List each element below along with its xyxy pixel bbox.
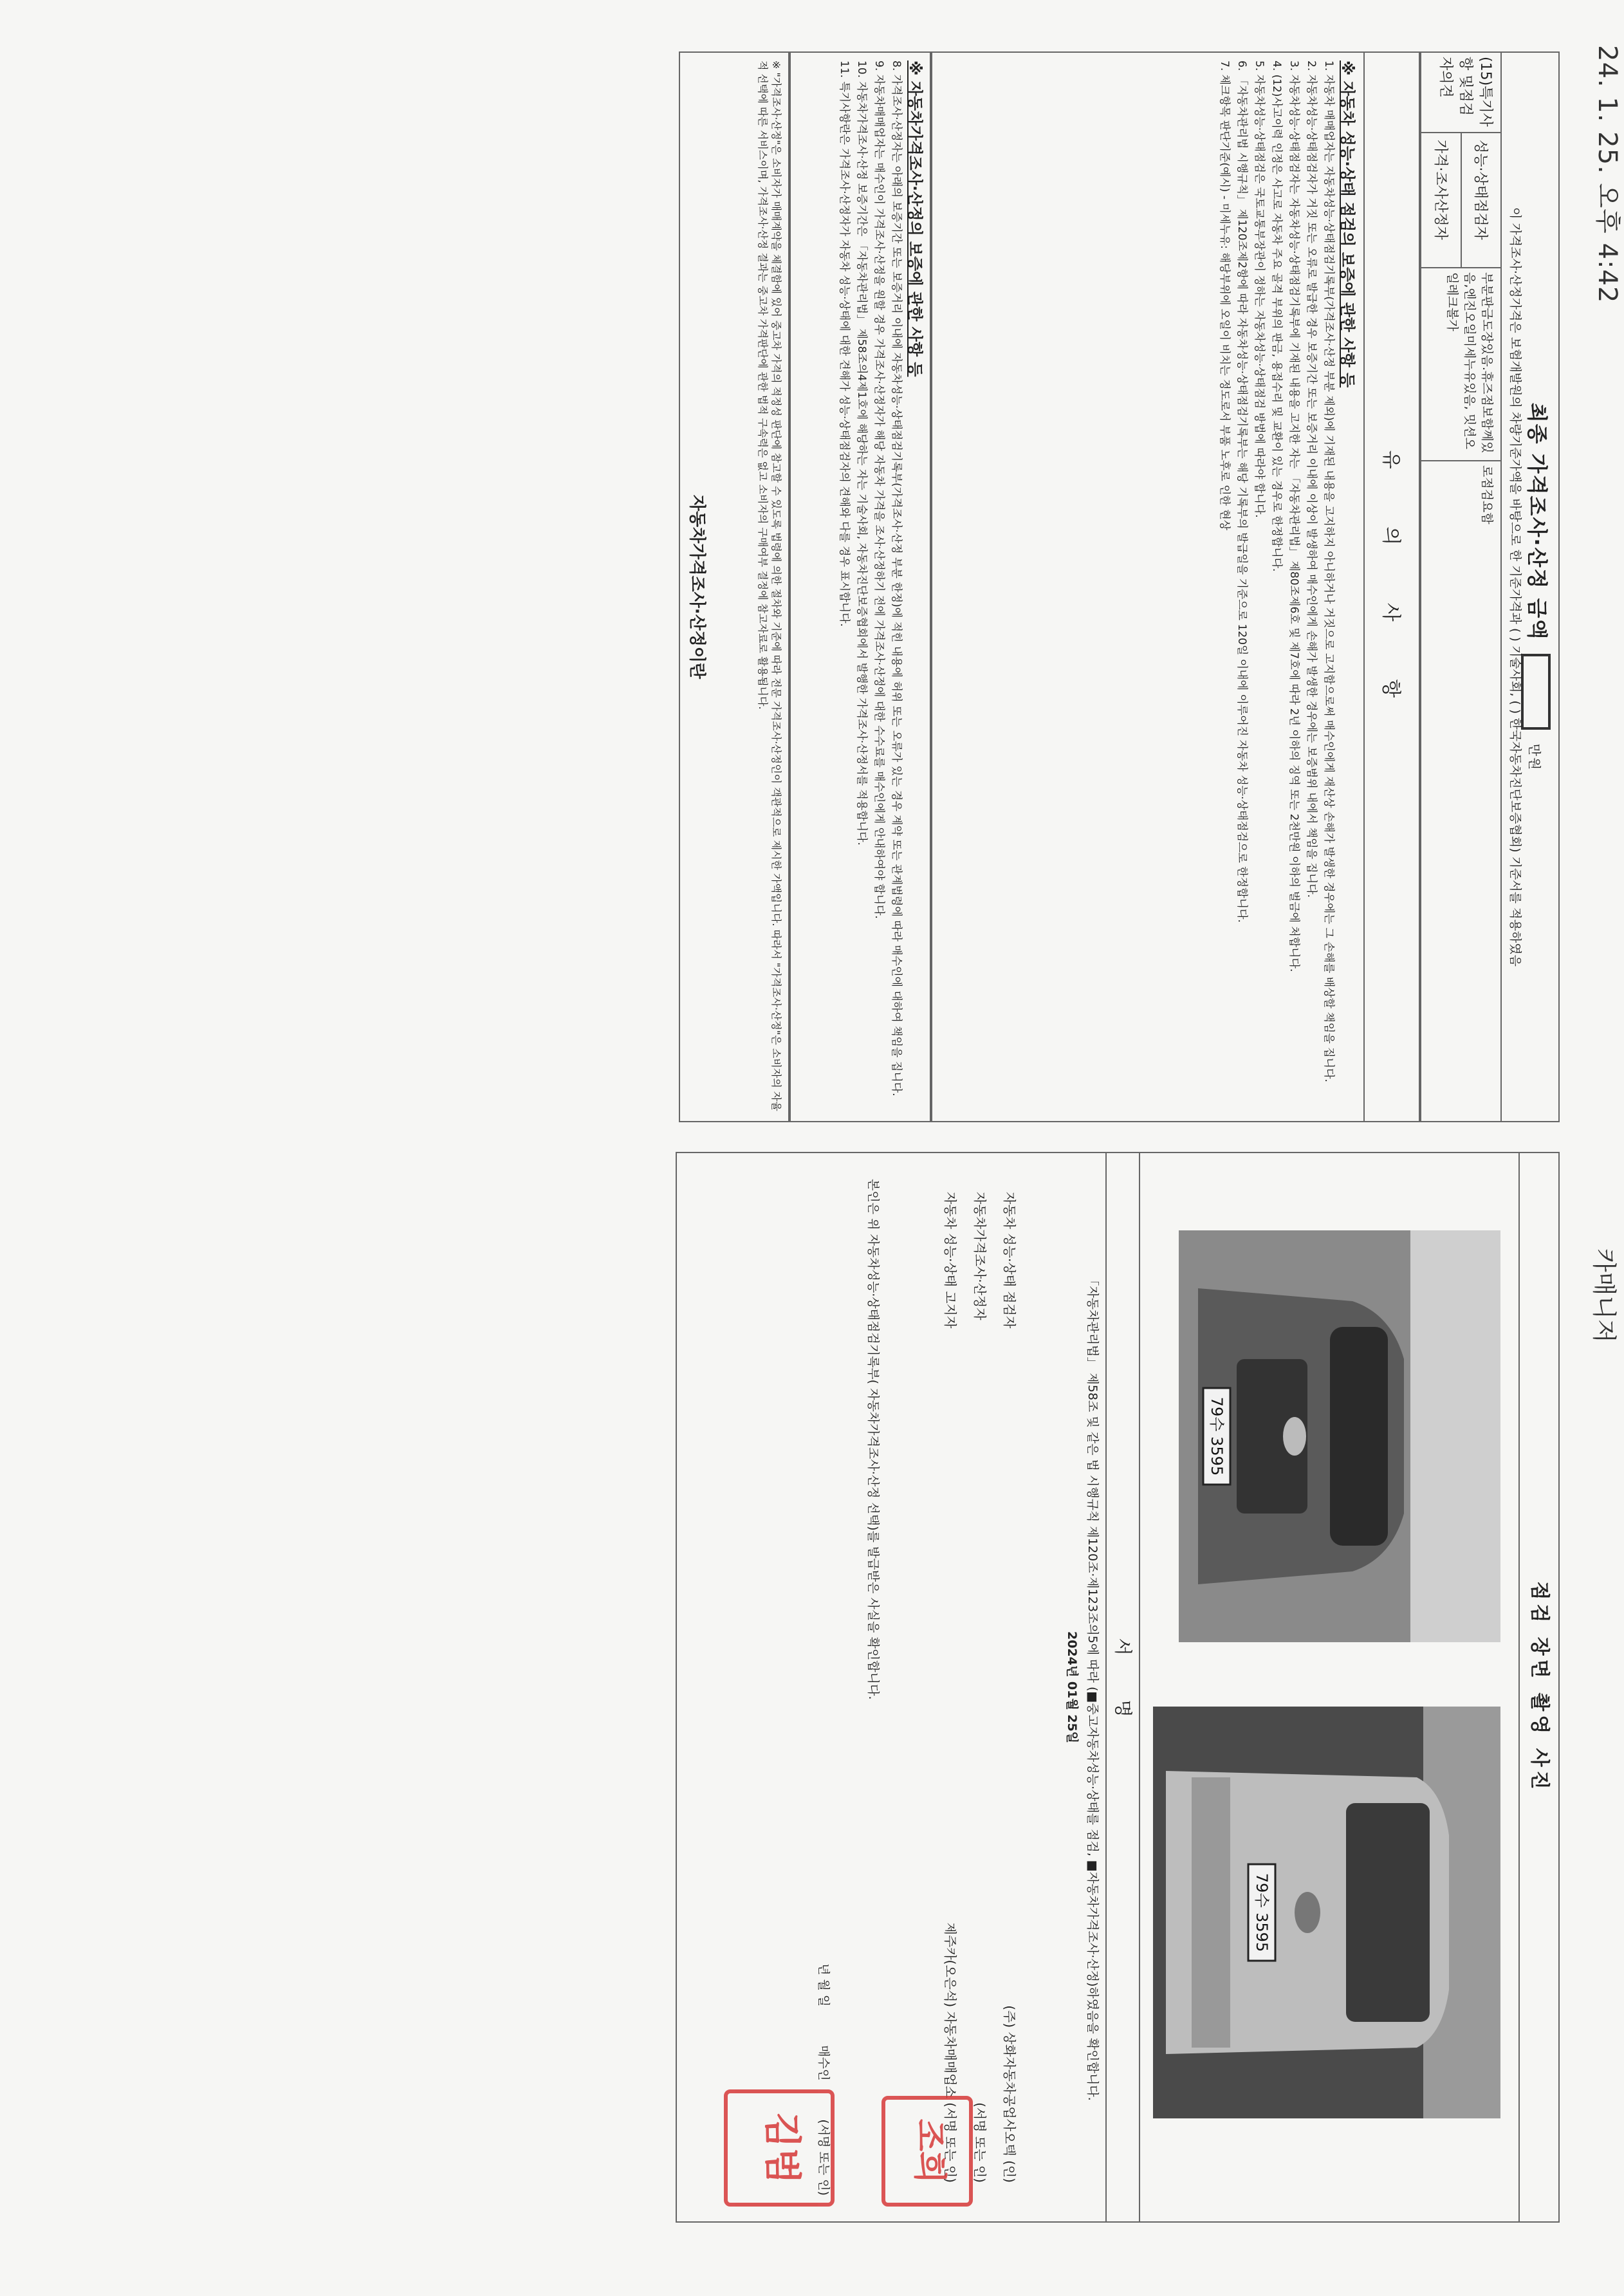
note-item: 8. 가격조사·산정자는 아래의 보증기간 또는 보증거리 이내에 자동차성능·상태점검기록부(가격조사·산정 부분 한정)에 적힌 내용에 허위 또는 오류가 있는 경우 계약 또는 관계법령에 따라 매수인에 대하여 책임을 집니다.: [890, 60, 903, 1097]
note-item: 1. 자동차 매매업자는 자동차성능·상태점검기록부(가격조사·산정 부분 제외)에 기재된 내용을 고지하지 아니하거나 거짓으로 고지함으로써 매수인에게 재산상 손해가 발생한 경우에는 그 손해를 배상할 책임을 집니다.: [1322, 60, 1335, 1082]
note-item: 4. (12)사고이력 인정은 사고로 자동차 주요 골격 부위의 판금, 용접수리 및 교환이 있는 경우로 한정합니다.: [1270, 60, 1283, 572]
note-item: 6. 「자동차관리법 시행규칙」 제120조제2항에 따라 자동차성능·상태점검기록부는 해당 기록부의 발급일을 기준으로 120일 이내에 이루어진 자동차 성능·상태점검으로 한정합니다.: [1235, 60, 1248, 923]
appraisal-notes-section: [788, 51, 932, 1122]
front-car-image: [1179, 1230, 1500, 1642]
photo-title: 점검 장면 촬영 사진: [1518, 1153, 1558, 2221]
statement-date: 2024년 01월 25일: [1065, 1631, 1079, 1744]
note-item: 9. 자동차매매업자는 매수인이 가격조사·산정을 원할 경우 가격조사·산정자가 해당 자동차 가격을 조사·산정하기 전에 가격조사·산정에 대한 수수료를 매수인에게 안내하여야 합니다.: [872, 60, 885, 919]
note-item: 10. 자동차가격조사·산정 보증기간은 「자동차관리법」 제58조의4제1호에 해당하는 자는 기술사회, 자동차진단보증협회에서 발행한 가격조사·산정서를 적용합니다.: [855, 60, 868, 846]
rear-plate: 79수 3595: [1253, 1873, 1271, 1952]
notes-body: [931, 53, 1365, 1121]
price-subtitle: 이 가격조사·산정가격은 보험개발원의 차량기준가액을 바탕으로 한 기준가격과 ( ) 기술사회, ( ) 한국자동차진단보증협회) 기준서를 적용하였음: [1508, 207, 1522, 967]
signature-lines: [936, 1192, 1024, 2183]
note-item: 3. 자동차성능·상태점검자는 자동차성능·상태점검기록부에 기재된 내용을 고지한 자는 「자동차관리법」 제80조제6호 및 제7호에 따라 2년 이하의 징역 또는 2천만원 이하의 벌금에 처합니다.: [1287, 60, 1300, 972]
footnote-title: 자동차가격조사·산정이란: [687, 494, 706, 680]
note-item: 11. 특기사항란은 가격조사·산정자가 자동차 성능·상태에 대한 견해가 성능·상태점검자의 견해와 다를 경우 표시합니다.: [838, 60, 851, 627]
notifier-sign-value: 제주카(오은석) 자동차매매업소 (서명 또는 인): [943, 1922, 958, 2183]
statement-text: 「자동차관리법」 제58조 및 같은 법 시행규칙 제120조·제123조의5에 따라 (■중고자동차성능·상태를 점검, ■자동차가격조사·산정)하였음을 확인합니다.: [1085, 1273, 1100, 2101]
front-plate: 79수 3595: [1208, 1396, 1226, 1476]
print-timestamp: 24. 1. 25. 오후 4:42: [1592, 45, 1622, 304]
remarks-label: (15)특기사항 및점검자의견: [1420, 53, 1500, 133]
brand-label: 카매니저: [1590, 1248, 1618, 1343]
buyer-label: 매수인: [817, 2045, 831, 2081]
rear-car-image: [1153, 1707, 1500, 2118]
signature-statement: [1063, 1179, 1102, 2196]
notifier-sign-label: 자동차 성능·상태 고지자: [943, 1192, 958, 1329]
appraiser-opinion: 로점검요함: [1480, 465, 1494, 524]
inspector-sign-label: 자동차 성능·상태 점검자: [1002, 1192, 1017, 1329]
notes-section1-title: ※ 자동차 성능·상태 점검의 보증에 관한 사항 등: [1338, 60, 1356, 388]
price-table: [1419, 51, 1560, 1122]
appraisal-notes-body: [827, 53, 931, 1121]
appraiser-sign-value: (서명 또는 인): [972, 2102, 988, 2183]
inspector-opinion: 부분판금도장있음.휴즈점보함께있음,엔진오일미세누유있음, 밋션오일레크볼가: [1420, 268, 1500, 461]
notes-section: [930, 51, 1421, 1122]
amount-box: [1521, 654, 1551, 730]
price-unit: 만원: [1527, 743, 1542, 772]
buyer-confirmation: [816, 1179, 883, 2196]
photo-section: [676, 1152, 1560, 2223]
signature-row-inspector: [995, 1192, 1024, 2183]
note-item: 7. 체크항목 판단기준(예시) - 미세누유: 해당부위에 오일이 비치는 정도로서 부품 노후로 인한 현상: [1218, 60, 1231, 531]
confirm-date: 년 월 일: [817, 1963, 831, 2007]
appraiser-sign-label: 자동차가격조사·산정자: [972, 1192, 988, 1320]
buyer-sign: (서명 또는 인): [817, 2119, 831, 2196]
price-title-text: 최종 가격조사·산정 금액: [1525, 402, 1549, 641]
buyer-sign-row: [816, 1179, 833, 2196]
inspector-sign-value: (주) 상화자동차공업사오텍 (인): [1002, 2005, 1017, 2183]
signature-row-appraiser: [965, 1192, 995, 2183]
inspector-label: 성능·상태점검자: [1461, 133, 1500, 268]
remarks-row: [1420, 53, 1502, 1121]
red-seal-stamp-buyer: 김범: [724, 2089, 835, 2207]
rear-photo: [1153, 1707, 1500, 2118]
footnote-box: [679, 51, 791, 1122]
note-item: 5. 자동차성능·상태점검은 국토교통부장관이 정하는 자동차성능·상태점검 방법에 따라야 합니다.: [1253, 60, 1266, 518]
confirm-text: 본인은 위 자동차성능·상태점검기록부( 자동차가격조사·산정 선택)를 발급받은 사실을 확인합니다.: [866, 1179, 880, 1700]
footnote-text: ※ "가격조사·산정"은 소비자가 매매계약을 체결함에 있어 중고차 가격의 적정성 판단에 참고할 수 있도록 법령에 의한 절차와 기준에 따라 전문 가격조사·산정인이 객관적으로 제시한 가액입니다. 따라서 "가격조사·산정"은 소비자의 자율적 선택에 따른 서비스이며, 가격조사·산정 결과는 중고차 가격판단에 관한 법적 구속력은 없고 소비자의 구매여부 결정에 참고자료로 활용됩니다.: [757, 60, 782, 1111]
note-item: 2. 자동차성능·상태점검자가 거짓 또는 오류로 발급한 경우 보증기간 또는 보증거리 이내에 이상이 발생하여 매수인에게 손해가 발생한 경우에는 보증범위 내에서 책임을 집니다.: [1305, 60, 1318, 898]
notes-header: 유 의 사 항: [1379, 450, 1402, 724]
signature-header: 서 명: [1105, 1153, 1140, 2221]
price-title: [1521, 53, 1553, 1121]
signature-row-notifier: [936, 1192, 965, 2183]
front-photo: [1179, 1230, 1500, 1642]
notes-section2-title: ※ 자동차가격조사·산정의 보증에 관한 사항 등: [906, 60, 924, 377]
red-seal-stamp: 조희: [881, 2096, 973, 2207]
appraiser-label: 가격·조사산정자: [1420, 133, 1461, 268]
